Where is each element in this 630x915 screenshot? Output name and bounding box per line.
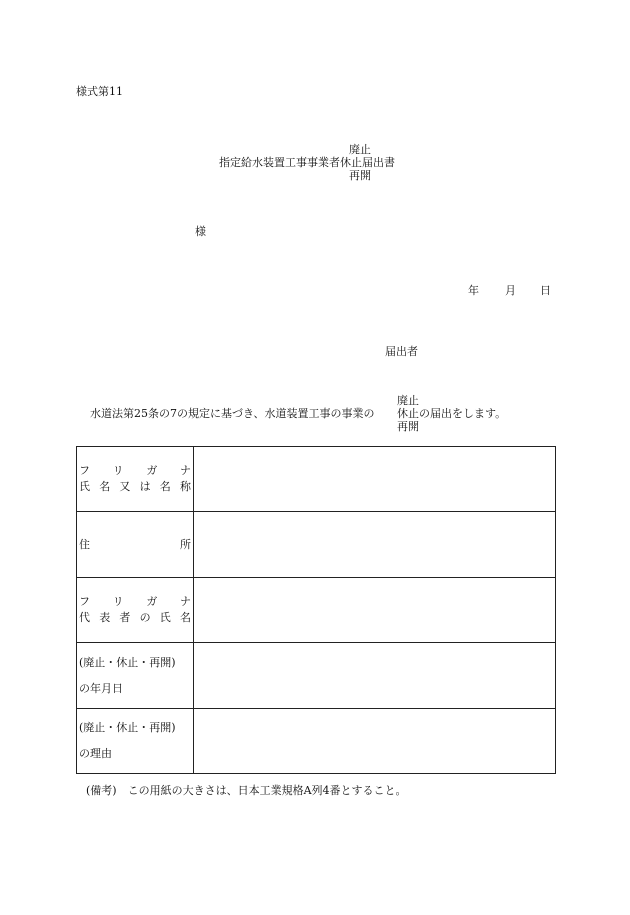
footnote: (備考) この用紙の大きさは、日本工業規格A列4番とすること。 xyxy=(86,784,407,797)
table-row xyxy=(77,709,556,774)
table-row xyxy=(77,447,556,512)
notification-form-table xyxy=(76,446,556,774)
title-option-resume: 再開 xyxy=(349,169,371,182)
reason-label-line2: の理由 xyxy=(79,747,112,760)
statement-option-suspend: 休止の届出をします。 xyxy=(397,407,507,420)
address-field[interactable] xyxy=(194,512,556,578)
notifier-label: 届出者 xyxy=(385,345,418,358)
date-year-label: 年 xyxy=(468,284,479,297)
reason-field[interactable] xyxy=(194,709,556,774)
addressee-suffix: 様 xyxy=(195,225,206,238)
title-option-abolish: 廃止 xyxy=(349,143,371,156)
date-day-label: 日 xyxy=(540,284,551,297)
furigana-label: フ リ ガ ナ xyxy=(79,595,191,608)
name-or-title-label: 氏 名 又 は 名 称 xyxy=(79,480,191,493)
reason-label-line1: (廃止・休止・再開) xyxy=(79,721,176,734)
address-label: 住 所 xyxy=(79,537,191,551)
form-number: 様式第11 xyxy=(76,85,123,98)
statement-text: 水道法第25条の7の規定に基づき、水道装置工事の事業の xyxy=(90,407,375,420)
date-label-line1: (廃止・休止・再開) xyxy=(79,655,176,669)
representative-name-field[interactable] xyxy=(194,578,556,643)
representative-name-label: 代 表 者 の 氏 名 xyxy=(79,611,191,624)
date-month-label: 月 xyxy=(505,284,516,297)
label-date-cell xyxy=(77,643,194,709)
page-title: 指定給水装置工事事業者休止届出書 xyxy=(219,156,395,169)
label-reason-cell xyxy=(77,709,194,774)
date-field[interactable] xyxy=(194,643,556,709)
label-address-cell xyxy=(77,512,194,578)
name-field[interactable] xyxy=(194,447,556,512)
date-label-line2: の年月日 xyxy=(79,681,123,695)
furigana-label: フ リ ガ ナ xyxy=(79,464,191,477)
table-row xyxy=(77,512,556,578)
label-name-cell xyxy=(77,447,194,512)
statement-option-abolish: 廃止 xyxy=(397,394,419,407)
table-row xyxy=(77,578,556,643)
table-row xyxy=(77,643,556,709)
label-representative-cell xyxy=(77,578,194,643)
statement-option-resume: 再開 xyxy=(397,420,419,433)
